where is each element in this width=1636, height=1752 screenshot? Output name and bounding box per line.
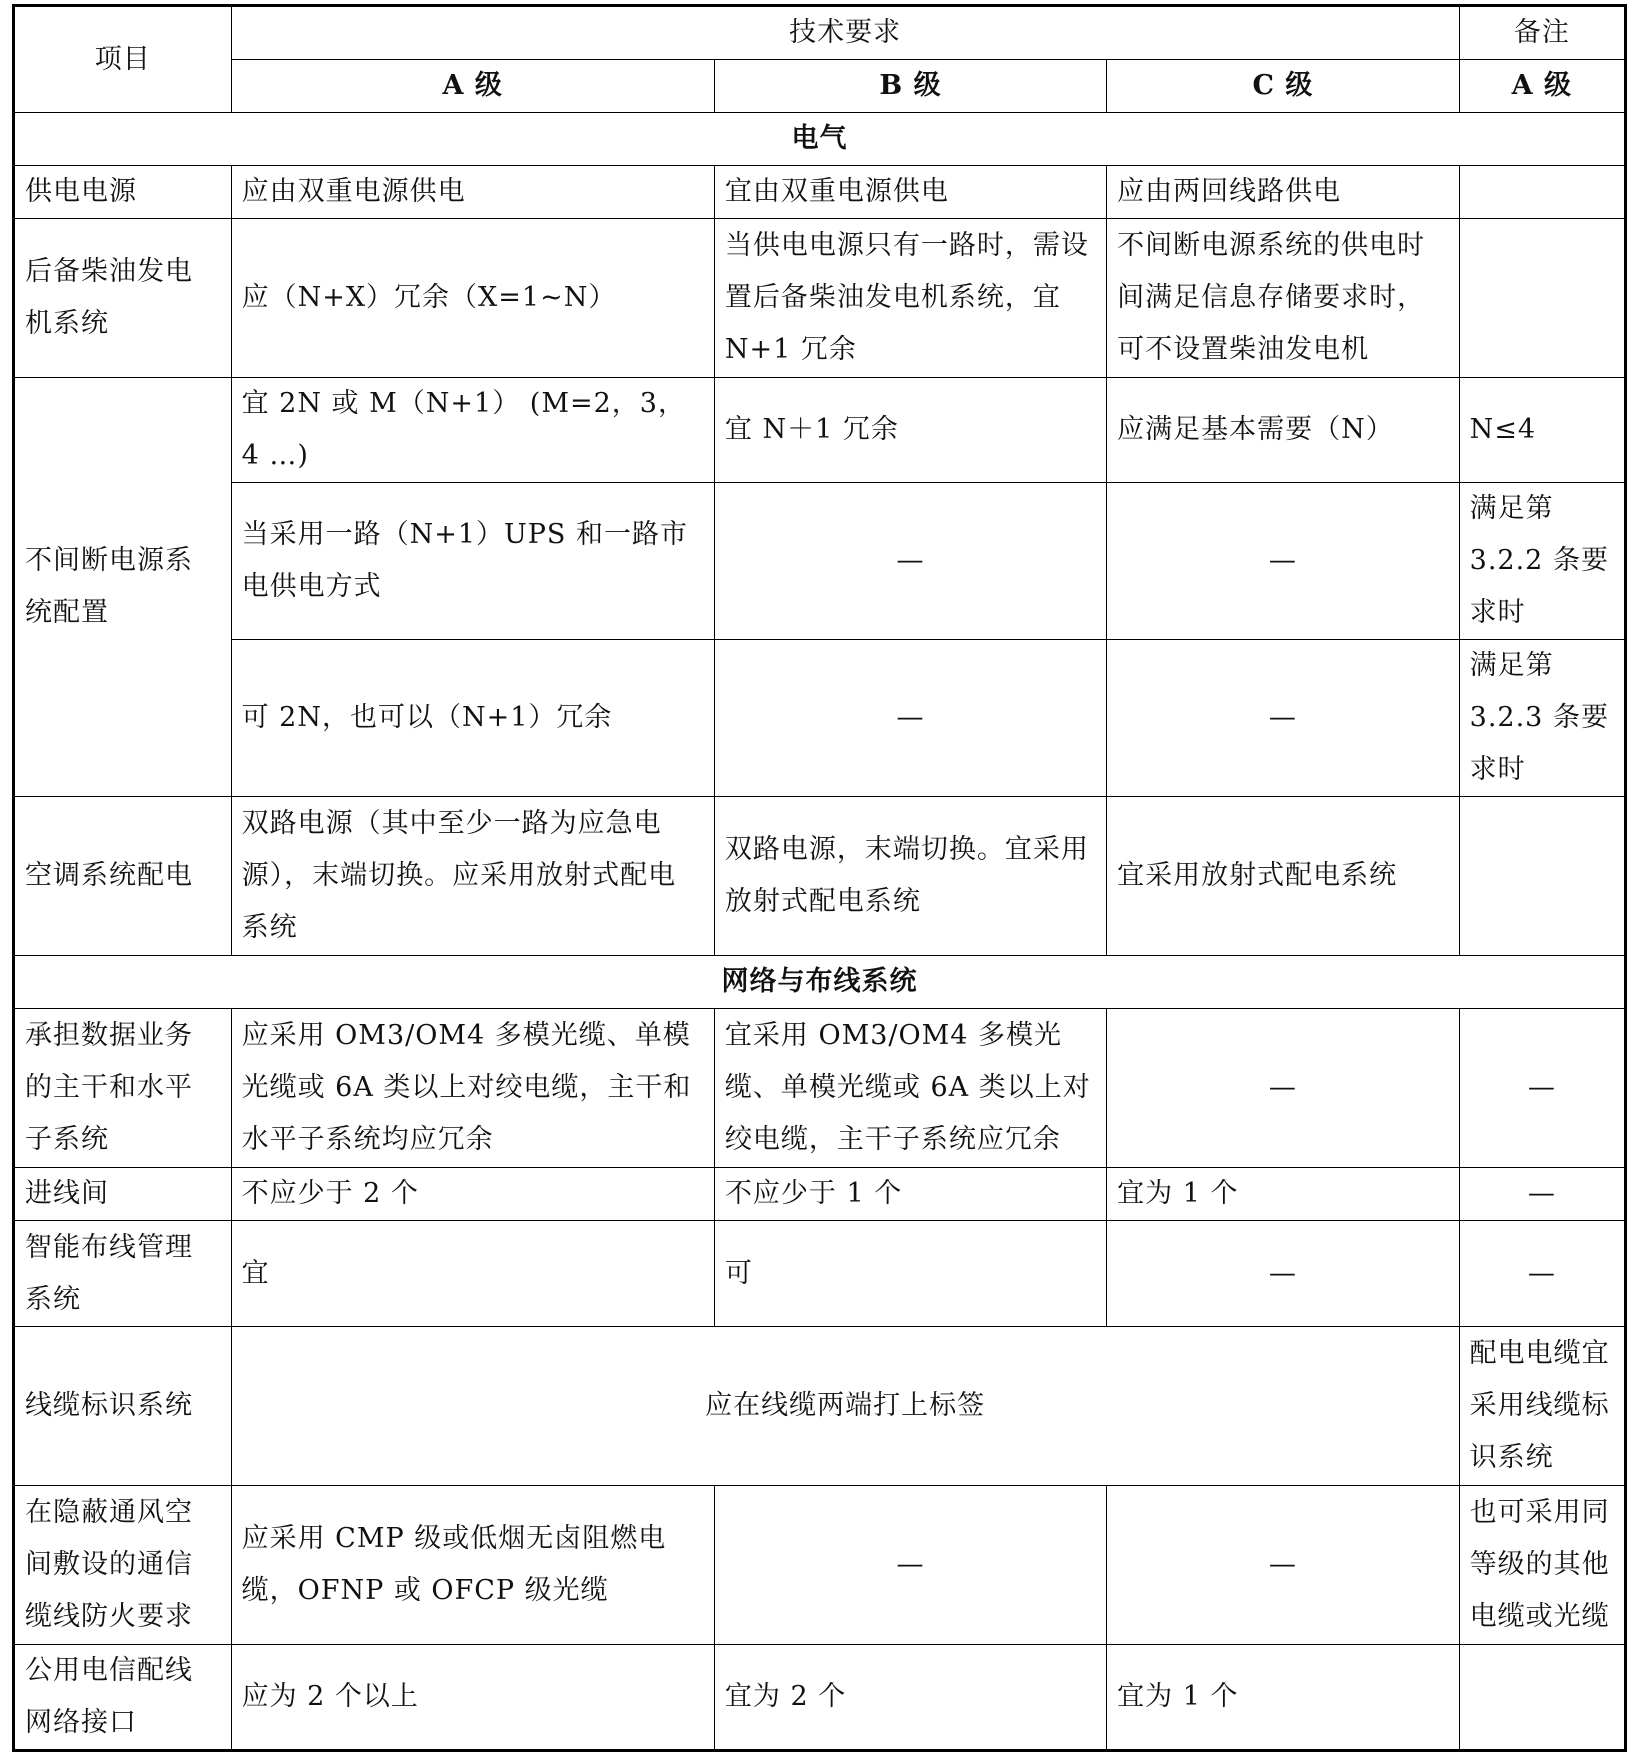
row-item: 空调系统配电 xyxy=(14,797,232,956)
header-note: 备注 xyxy=(1459,6,1625,60)
table-row xyxy=(14,1327,1626,1486)
cell-grade-b: 当供电电源只有一路时，需设置后备柴油发电机系统，宜 N+1 冗余 xyxy=(714,219,1106,378)
cell-grade-a: 应（N+X）冗余（X=1~N） xyxy=(231,219,714,378)
cell-grade-b: 双路电源，末端切换。宜采用放射式配电系统 xyxy=(714,797,1106,956)
cell-note: 也可采用同等级的其他电缆或光缆 xyxy=(1459,1486,1625,1645)
cell-note: — xyxy=(1459,1009,1625,1168)
cell-grade-c: — xyxy=(1107,1486,1460,1645)
cell-grade-c: 宜为 1 个 xyxy=(1107,1645,1460,1751)
cell-grade-b: — xyxy=(714,640,1106,797)
cell-grade-c: — xyxy=(1107,1221,1460,1327)
cell-grade-c: 不间断电源系统的供电时间满足信息存储要求时，可不设置柴油发电机 xyxy=(1107,219,1460,378)
header-grade-b: B 级 xyxy=(714,60,1106,113)
table-row xyxy=(14,219,1626,378)
cell-note: — xyxy=(1459,1221,1625,1327)
row-item: 在隐蔽通风空间敷设的通信缆线防火要求 xyxy=(14,1486,232,1645)
cell-note: 配电电缆宜采用线缆标识系统 xyxy=(1459,1327,1625,1486)
header-item: 项目 xyxy=(14,6,232,113)
cell-grade-b: 可 xyxy=(714,1221,1106,1327)
row-item: 公用电信配线网络接口 xyxy=(14,1645,232,1751)
cell-grade-b: 宜采用 OM3/OM4 多模光缆、单模光缆或 6A 类以上对绞电缆，主干子系统应冗余 xyxy=(714,1009,1106,1168)
cell-grade-c: — xyxy=(1107,483,1460,640)
cell-note xyxy=(1459,219,1625,378)
cell-grade-c: 应由两回线路供电 xyxy=(1107,166,1460,219)
technical-requirements-table xyxy=(12,4,1627,1752)
cell-grade-c: 应满足基本需要（N） xyxy=(1107,378,1460,483)
row-item: 后备柴油发电机系统 xyxy=(14,219,232,378)
table-row xyxy=(14,1645,1626,1751)
section-row-network xyxy=(14,956,1626,1009)
row-item: 线缆标识系统 xyxy=(14,1327,232,1486)
table-row xyxy=(14,1221,1626,1327)
cell-note xyxy=(1459,166,1625,219)
header-row-2 xyxy=(14,60,1626,113)
cell-grade-b: — xyxy=(714,483,1106,640)
cell-grade-a: 当采用一路（N+1）UPS 和一路市电供电方式 xyxy=(231,483,714,640)
cell-grade-c: — xyxy=(1107,640,1460,797)
cell-note: — xyxy=(1459,1168,1625,1221)
cell-note: 满足第 3.2.2 条要求时 xyxy=(1459,483,1625,640)
table-row xyxy=(14,640,1626,797)
cell-grade-c: 宜采用放射式配电系统 xyxy=(1107,797,1460,956)
table-row xyxy=(14,1168,1626,1221)
cell-note xyxy=(1459,797,1625,956)
cell-note xyxy=(1459,1645,1625,1751)
header-tech-requirements: 技术要求 xyxy=(231,6,1459,60)
cell-grade-b: 宜 N＋1 冗余 xyxy=(714,378,1106,483)
cell-grade-a: 不应少于 2 个 xyxy=(231,1168,714,1221)
cell-grade-c: — xyxy=(1107,1009,1460,1168)
table-row xyxy=(14,1009,1626,1168)
table-row xyxy=(14,483,1626,640)
header-grade-c: C 级 xyxy=(1107,60,1460,113)
table-row xyxy=(14,1486,1626,1645)
cell-grade-a: 宜 2N 或 M（N+1） (M=2，3，4 …) xyxy=(231,378,714,483)
cell-note: N≤4 xyxy=(1459,378,1625,483)
table-row xyxy=(14,797,1626,956)
section-electrical: 电气 xyxy=(14,113,1626,166)
row-item: 承担数据业务的主干和水平子系统 xyxy=(14,1009,232,1168)
row-item: 智能布线管理系统 xyxy=(14,1221,232,1327)
table-row xyxy=(14,378,1626,483)
cell-grade-abc: 应在线缆两端打上标签 xyxy=(231,1327,1459,1486)
row-item: 不间断电源系统配置 xyxy=(14,378,232,797)
row-item: 进线间 xyxy=(14,1168,232,1221)
cell-note: 满足第 3.2.3 条要求时 xyxy=(1459,640,1625,797)
cell-grade-a: 应由双重电源供电 xyxy=(231,166,714,219)
cell-grade-c: 宜为 1 个 xyxy=(1107,1168,1460,1221)
section-network: 网络与布线系统 xyxy=(14,956,1626,1009)
cell-grade-a: 可 2N，也可以（N+1）冗余 xyxy=(231,640,714,797)
cell-grade-b: — xyxy=(714,1486,1106,1645)
cell-grade-a: 应采用 CMP 级或低烟无卤阻燃电缆，OFNP 或 OFCP 级光缆 xyxy=(231,1486,714,1645)
header-note-grade: A 级 xyxy=(1459,60,1625,113)
cell-grade-b: 宜由双重电源供电 xyxy=(714,166,1106,219)
section-row-electrical xyxy=(14,113,1626,166)
cell-grade-b: 宜为 2 个 xyxy=(714,1645,1106,1751)
cell-grade-a: 宜 xyxy=(231,1221,714,1327)
cell-grade-a: 应采用 OM3/OM4 多模光缆、单模光缆或 6A 类以上对绞电缆，主干和水平子系统均应冗余 xyxy=(231,1009,714,1168)
cell-grade-b: 不应少于 1 个 xyxy=(714,1168,1106,1221)
header-row-1 xyxy=(14,6,1626,60)
table-row xyxy=(14,166,1626,219)
cell-grade-a: 应为 2 个以上 xyxy=(231,1645,714,1751)
header-grade-a: A 级 xyxy=(231,60,714,113)
cell-grade-a: 双路电源（其中至少一路为应急电源），末端切换。应采用放射式配电系统 xyxy=(231,797,714,956)
row-item: 供电电源 xyxy=(14,166,232,219)
